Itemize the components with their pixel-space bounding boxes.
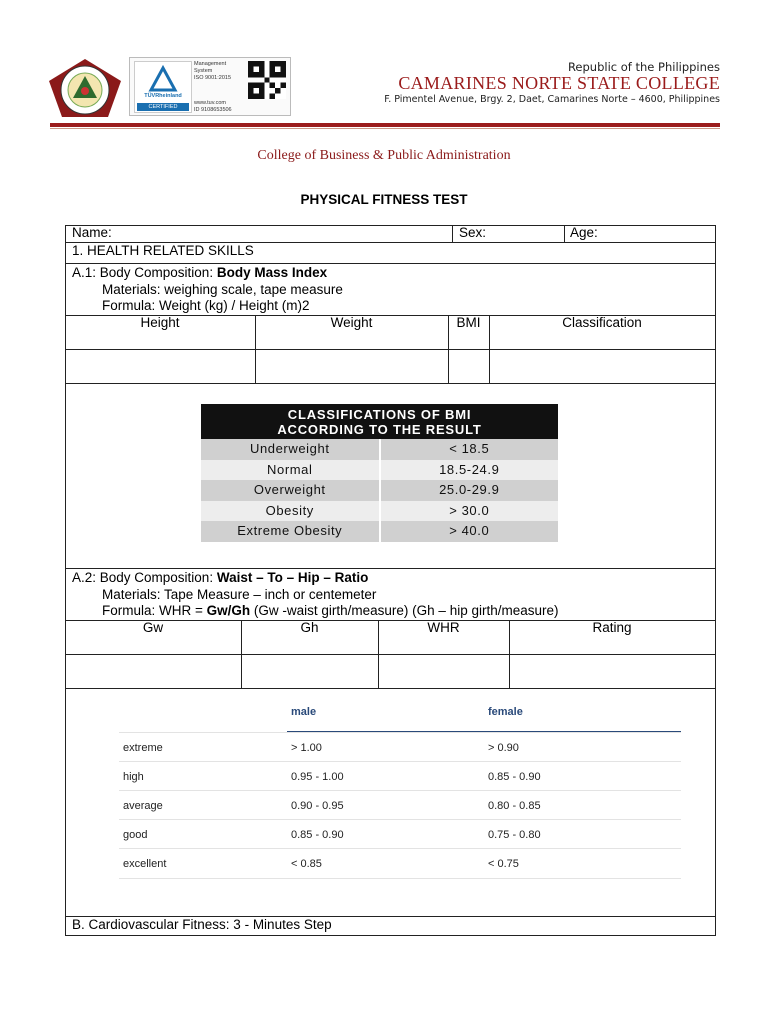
- college-name: CAMARINES NORTE STATE COLLEGE: [398, 73, 720, 93]
- bmi-row: [201, 501, 558, 522]
- header-divider: [50, 123, 720, 127]
- section-health-related: 1. HEALTH RELATED SKILLS: [72, 243, 254, 258]
- a2-formula-suffix: (Gw -waist girth/measure) (Gh – hip girth/measure): [250, 603, 559, 618]
- iso-text-3: ISO 9001:2015: [194, 75, 232, 81]
- college-unit-title: College of Business & Public Administration: [257, 148, 511, 163]
- a2-formula-bold: Gw/Gh: [206, 603, 251, 618]
- bmi-input-cell[interactable]: [449, 350, 489, 383]
- col-gw: Gw: [142, 620, 164, 635]
- whr-row: [119, 761, 681, 791]
- section-cardiovascular: B. Cardiovascular Fitness: 3 - Minutes Step: [72, 917, 332, 932]
- whr-rating: good: [123, 829, 148, 841]
- a1-formula: Formula: Weight (kg) / Height (m)2: [102, 298, 310, 313]
- col-classification: Classification: [562, 315, 642, 330]
- tuv-url: www.tuv.com: [194, 100, 226, 106]
- whr-rating: average: [123, 800, 163, 812]
- whr-row: [119, 790, 681, 820]
- whr-female: 0.85 - 0.90: [488, 771, 541, 783]
- a2-formula-prefix: Formula: WHR =: [102, 603, 207, 618]
- a1-bold: Body Mass Index: [216, 265, 328, 280]
- whr-rating: high: [123, 771, 144, 783]
- bmi-table-header: [201, 404, 558, 439]
- bmi-title-1: CLASSIFICATIONS OF BMI: [287, 407, 472, 422]
- a2-formula: [102, 603, 559, 619]
- col-weight: Weight: [330, 315, 373, 330]
- height-input-cell[interactable]: [66, 350, 255, 383]
- whr-input-cell[interactable]: [379, 655, 509, 688]
- whr-col-male: male: [291, 706, 317, 718]
- bmi-label: Overweight: [201, 480, 381, 501]
- a1-materials: Materials: weighing scale, tape measure: [102, 282, 343, 297]
- a2-heading: [72, 570, 368, 586]
- bmi-value: 18.5-24.9: [439, 461, 500, 477]
- bmi-label: Normal: [201, 460, 381, 481]
- col-rating: Rating: [592, 620, 632, 635]
- col-whr: WHR: [427, 620, 460, 635]
- bmi-value: 25.0-29.9: [439, 482, 500, 497]
- header-divider-thin: [50, 128, 720, 129]
- a2-materials: Materials: Tape Measure – inch or centemeter: [102, 587, 377, 602]
- whr-row: [119, 732, 681, 762]
- whr-male: 0.90 - 0.95: [291, 800, 344, 812]
- tuv-name: TÜVRheinland: [144, 93, 182, 99]
- tuv-logo: [134, 61, 192, 113]
- whr-male: < 0.85: [291, 858, 322, 870]
- whr-col-female: female: [488, 706, 523, 718]
- bmi-value: < 18.5: [449, 441, 490, 456]
- form-title: PHYSICAL FITNESS TEST: [300, 192, 468, 207]
- bmi-row: [201, 439, 558, 460]
- age-label: Age:: [570, 225, 598, 240]
- col-gh: Gh: [300, 620, 319, 635]
- bmi-value: > 40.0: [449, 523, 490, 538]
- republic-label: Republic of the Philippines: [567, 60, 720, 74]
- bmi-row: [201, 460, 558, 481]
- a2-prefix: A.2: Body Composition:: [72, 570, 217, 585]
- whr-male: 0.85 - 0.90: [291, 829, 344, 841]
- iso-text-1: Management: [194, 61, 227, 67]
- tuv-id: ID 9108653506: [194, 107, 232, 113]
- whr-rating-table: [119, 700, 681, 875]
- col-height: Height: [140, 315, 180, 330]
- a2-bold: Waist – To – Hip – Ratio: [216, 570, 369, 585]
- col-bmi: BMI: [456, 315, 481, 330]
- bmi-classification-table: [201, 404, 558, 542]
- a1-heading: [72, 265, 327, 281]
- whr-female: < 0.75: [488, 858, 519, 870]
- whr-row: [119, 848, 681, 879]
- whr-female: > 0.90: [488, 742, 519, 754]
- sex-label: Sex:: [459, 225, 487, 240]
- bmi-label: Obesity: [201, 501, 381, 522]
- whr-male: > 1.00: [291, 742, 322, 754]
- rating-input-cell[interactable]: [510, 655, 715, 688]
- whr-female: 0.80 - 0.85: [488, 800, 541, 812]
- bmi-value: > 30.0: [449, 502, 490, 518]
- iso-certification-badge: [129, 57, 291, 116]
- whr-row: [119, 819, 681, 849]
- college-seal-logo: [48, 58, 122, 118]
- classification-input-cell[interactable]: [490, 350, 715, 383]
- whr-male: 0.95 - 1.00: [291, 771, 344, 783]
- bmi-row: [201, 480, 558, 501]
- bmi-label: Underweight: [201, 439, 381, 460]
- weight-input-cell[interactable]: [256, 350, 448, 383]
- whr-rating: excellent: [123, 858, 167, 870]
- college-address: F. Pimentel Avenue, Brgy. 2, Daet, Camarines Norte – 4600, Philippines: [384, 94, 720, 105]
- bmi-title-2: ACCORDING TO THE RESULT: [277, 422, 482, 437]
- gw-input-cell[interactable]: [66, 655, 241, 688]
- bmi-label: Extreme Obesity: [201, 521, 381, 542]
- iso-text-2: System: [194, 68, 213, 74]
- whr-female: 0.75 - 0.80: [488, 829, 541, 841]
- whr-rating: extreme: [123, 742, 163, 754]
- bmi-row: [201, 521, 558, 542]
- gh-input-cell[interactable]: [242, 655, 378, 688]
- name-label: Name:: [72, 225, 112, 240]
- qr-code-icon: [248, 61, 286, 99]
- tuv-certified: CERTIFIED: [148, 104, 178, 110]
- a1-prefix: A.1: Body Composition:: [72, 265, 217, 280]
